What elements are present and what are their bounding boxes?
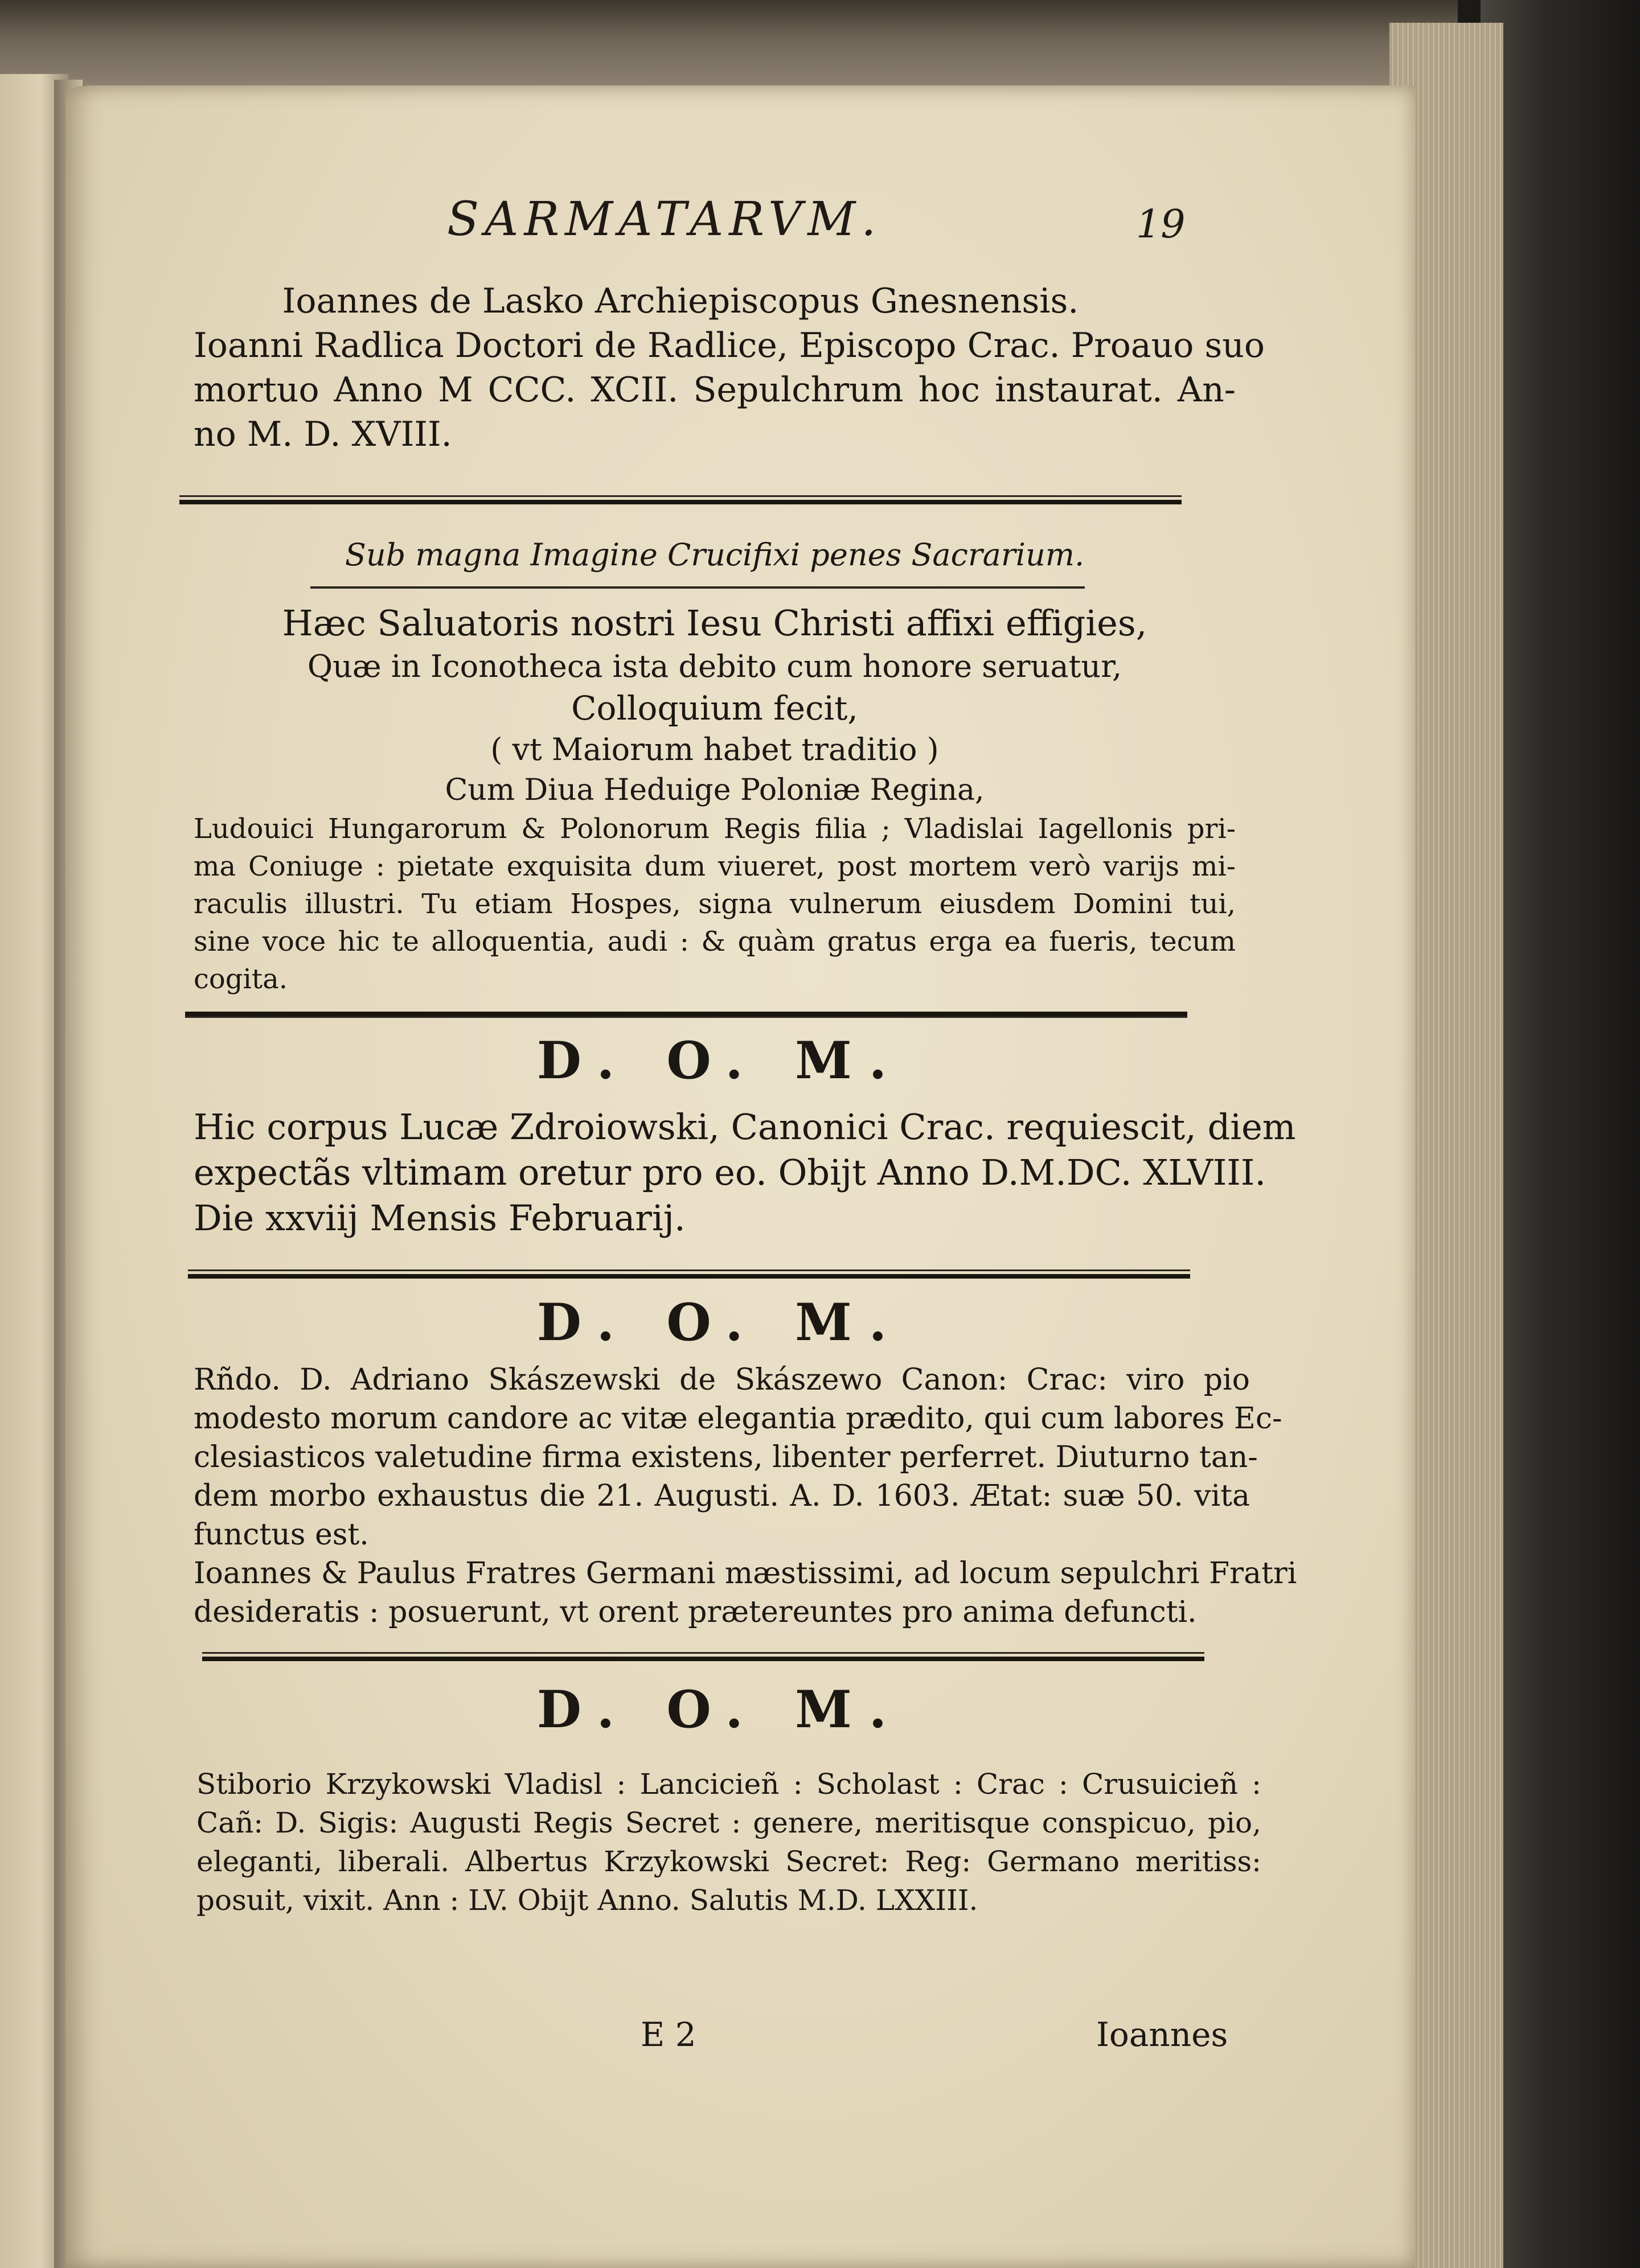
- signature-mark: E 2: [641, 2015, 696, 2054]
- running-title: SARMATARVM.: [447, 192, 882, 246]
- text-line: ma Coniuge : pietate exquisita dum viueret, post mortem verò varijs mi-: [194, 850, 1236, 882]
- text-line: modesto morum candore ac vitæ elegantia prædito, qui cum labores Ec-: [194, 1402, 1282, 1436]
- page-number: 19: [1136, 202, 1186, 247]
- inscription-lasko: [194, 279, 1265, 457]
- text-line: cogita.: [194, 963, 288, 995]
- inscription-crucifix: [194, 601, 1236, 998]
- text-line: no M. D. XVIII.: [194, 414, 452, 454]
- text-line: clesiasticos valetudine firma existens, libenter perferret. Diuturno tan-: [194, 1440, 1258, 1474]
- catchword: Ioannes: [1096, 2015, 1228, 2054]
- text-line: Ioannes & Paulus Fratres Germani mæstissimi, ad locum sepulchri Fratri: [194, 1556, 1297, 1591]
- text-line: Colloquium fecit,: [571, 689, 858, 728]
- section-rule: [202, 1652, 1204, 1661]
- text-line: Hæc Saluatoris nostri Iesu Christi affixi effigies,: [282, 602, 1147, 644]
- dark-backdrop: [1481, 0, 1640, 2268]
- text-line: Quæ in Iconotheca ista debito cum honore seruatur,: [307, 648, 1122, 684]
- book-top-edge: [0, 0, 1458, 85]
- inscription-skaszewski: [194, 1361, 1297, 1632]
- text-line: Ioanni Radlica Doctori de Radlice, Episcopo Crac. Proauo suo: [194, 326, 1265, 365]
- text-line: Die xxviij Mensis Februarij.: [194, 1197, 686, 1239]
- text-line: expectãs vltimam oretur pro eo. Obijt Anno D.M.DC. XLVIII.: [194, 1152, 1266, 1193]
- text-line: Ludouici Hungarorum & Polonorum Regis filia ; Vladislai Iagellonis pri-: [194, 813, 1236, 845]
- section-rule: [185, 1009, 1187, 1018]
- text-line: dem morbo exhaustus die 21. Augusti. A. D. 1603. Ætat: suæ 50. vita: [194, 1479, 1250, 1513]
- text-line: Ioannes de Lasko Archiepiscopus Gnesnensis.: [282, 281, 1079, 321]
- text-line: mortuo Anno M CCC. XCII. Sepulchrum hoc instaurat. An-: [194, 370, 1236, 410]
- dom-heading: D. O. M.: [536, 1030, 904, 1091]
- text-line: Cañ: D. Sigis: Augusti Regis Secret : genere, meritisque conspicuo, pio,: [196, 1806, 1261, 1839]
- text-line: posuit, vixit. Ann : LV. Obijt Anno. Salutis M.D. LXXIII.: [196, 1884, 978, 1917]
- inscription-zdroiowski: [194, 1104, 1296, 1241]
- text-line: eleganti, liberali. Albertus Krzykowski Secret: Reg: Germano meritiss:: [196, 1845, 1261, 1878]
- inscription-krzykowski: [196, 1765, 1261, 1920]
- text-line: Hic corpus Lucæ Zdroiowski, Canonici Crac. requiescit, diem: [194, 1106, 1296, 1148]
- section-rule: [179, 495, 1182, 504]
- text-line: Stiborio Krzykowski Vladisl : Lancicieñ : Scholast : Crac : Crusuicieñ :: [196, 1768, 1261, 1801]
- text-line: functus est.: [194, 1518, 369, 1552]
- text-line: ( vt Maiorum habet traditio ): [490, 732, 939, 767]
- text-line: sine voce hic te alloquentia, audi : & quàm gratus erga ea fueris, tecum: [194, 926, 1236, 958]
- section-rule: [188, 1269, 1190, 1279]
- dom-heading: D. O. M.: [536, 1292, 904, 1353]
- heading-underline: [310, 586, 1085, 589]
- section-heading: Sub magna Imagine Crucifixi penes Sacrarium.: [345, 537, 1085, 573]
- text-line: Cum Diua Heduige Poloniæ Regina,: [445, 773, 985, 807]
- text-line: desideratis : posuerunt, vt orent prætereuntes pro anima defuncti.: [194, 1595, 1197, 1629]
- book-page: [65, 85, 1415, 2268]
- text-line: Rñdo. D. Adriano Skászewski de Skászewo Canon: Crac: viro pio: [194, 1363, 1250, 1397]
- text-line: raculis illustri. Tu etiam Hospes, signa vulnerum eiusdem Domini tui,: [194, 888, 1236, 920]
- dom-heading: D. O. M.: [536, 1679, 904, 1740]
